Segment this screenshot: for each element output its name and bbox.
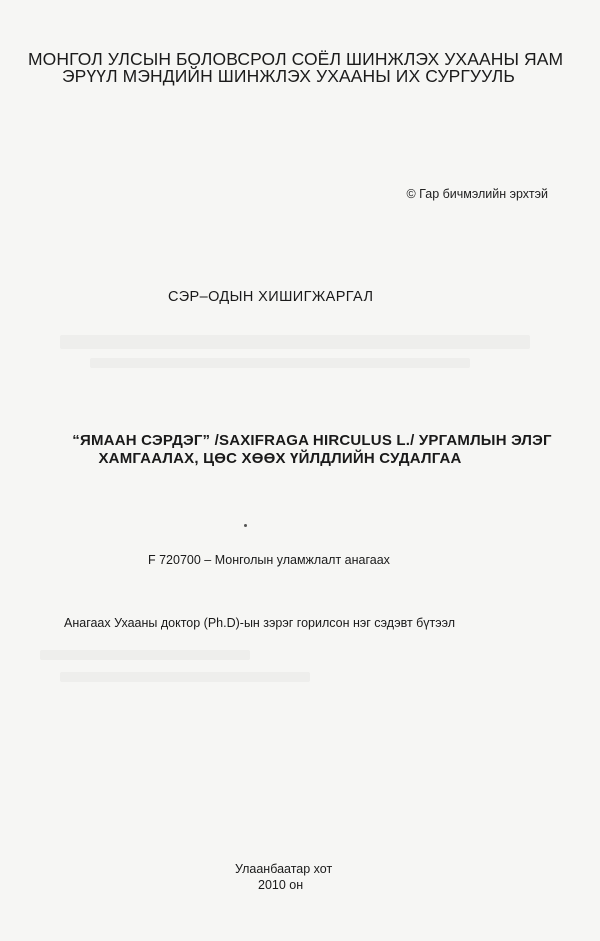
scan-artifact	[40, 650, 250, 660]
ministry-heading: МОНГОЛ УЛСЫН БОЛОВСРОЛ СОЁЛ ШИНЖЛЭХ УХААНЫ ЯАМ	[28, 49, 564, 69]
scan-artifact	[90, 358, 470, 368]
thesis-title-line-2: ХАМГААЛАХ, ЦӨС ХӨӨХ ҮЙЛДЛИЙН СУДАЛГАА	[98, 450, 462, 467]
year: 2010 он	[258, 878, 304, 892]
author-name: СЭР–ОДЫН ХИШИГЖАРГАЛ	[168, 289, 374, 305]
specialty-code: F 720700 – Монголын уламжлалт анагаах	[148, 553, 390, 567]
thesis-title-line-1: “ЯМААН СЭРДЭГ” /SAXIFRAGA HIRCULUS L./ УРГАМЛЫН ЭЛЭГ	[72, 432, 552, 449]
degree-statement: Анагаах Ухааны доктор (Ph.D)-ын зэрэг горилсон нэг сэдэвт бүтээл	[64, 616, 456, 630]
city: Улаанбаатар хот	[235, 862, 333, 876]
scan-artifact	[60, 335, 530, 349]
rights-notice: © Гар бичмэлийн эрхтэй	[406, 187, 548, 201]
scan-artifact	[60, 672, 310, 682]
scan-speck	[244, 524, 247, 527]
university-heading: ЭРҮҮЛ МЭНДИЙН ШИНЖЛЭХ УХААНЫ ИХ СУРГУУЛЬ	[62, 66, 515, 86]
